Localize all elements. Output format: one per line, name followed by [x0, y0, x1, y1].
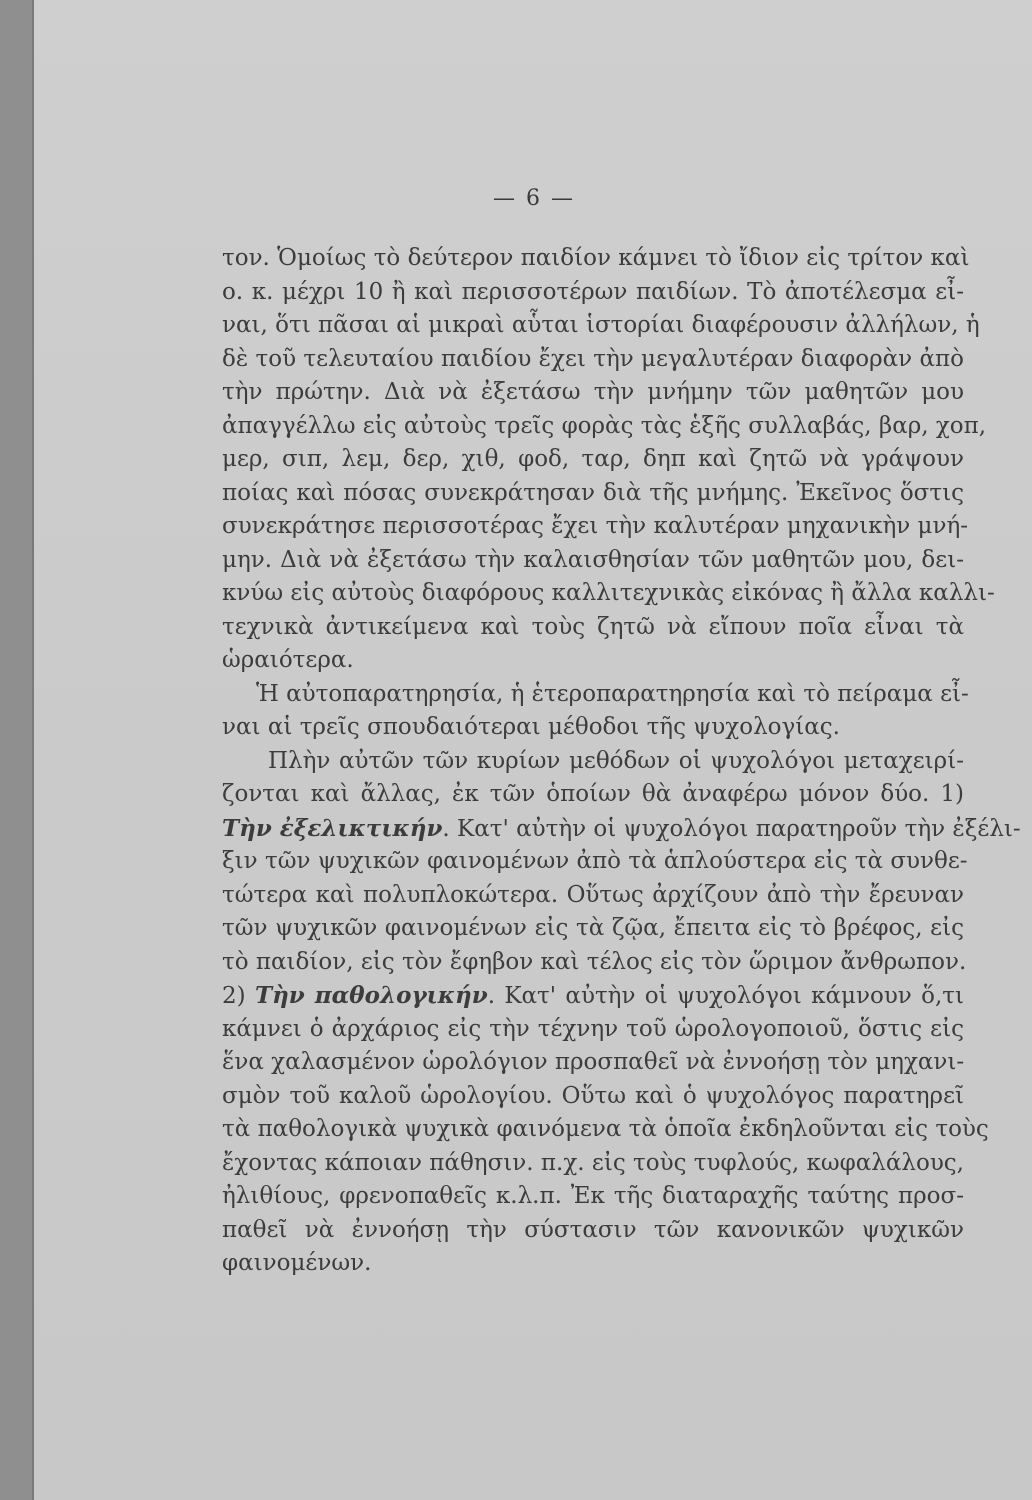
paragraph-first-line: Πλὴν αὐτῶν τῶν κυρίων μεθόδων οἱ ψυχολόγοι μεταχειρί- — [268, 747, 964, 774]
text-line: ποίας καὶ πόσας συνεκράτησαν διὰ τῆς μνήμης. Ἐκεῖνος ὅστις — [222, 479, 964, 506]
text-line-with-emphasis — [222, 778, 964, 812]
book-page — [32, 0, 1032, 1500]
text-segment: . Κατ' αὐτὴν οἱ ψυχολόγοι κάμνουν ὅ,τι — [487, 983, 965, 1009]
text-line: παθεῖ νὰ ἐννοήσῃ τὴν σύστασιν τῶν κανονικῶν ψυχικῶν — [222, 1216, 964, 1243]
text-line: κνύω εἰς αὐτοὺς διαφόρους καλλιτεχνικὰς εἰκόνας ἢ ἄλλα καλλι- — [222, 580, 995, 606]
text-line: τῶν ψυχικῶν φαινομένων εἰς τὰ ζῷα, ἔπειτα εἰς τὸ βρέφος, εἰς — [222, 915, 964, 941]
emphasis-term: Τὴν ἐξελικτικήν — [222, 814, 443, 842]
page-number: — 6 — — [493, 186, 575, 211]
body-text — [222, 242, 1021, 1281]
text-line: ὡραιότερα. — [222, 647, 354, 673]
text-line: ξιν τῶν ψυχικῶν φαινομένων ἀπὸ τὰ ἁπλούστερα εἰς τὰ συνθε- — [222, 848, 968, 874]
text-line: τὰ παθολογικὰ ψυχικὰ φαινόμενα τὰ ὁποῖα ἐκδηλοῦνται εἰς τοὺς — [222, 1116, 989, 1142]
text-line: τὴν πρώτην. Διὰ νὰ ἐξετάσω τὴν μνήμην τῶν μαθητῶν μου — [222, 379, 964, 405]
text-line: μην. Διὰ νὰ ἐξετάσω τὴν καλαισθησίαν τῶν μαθητῶν μου, δει- — [222, 546, 964, 573]
text-line: σμὸν τοῦ καλοῦ ὡρολογίου. Οὕτω καὶ ὁ ψυχολόγος παρατηρεῖ — [222, 1082, 964, 1109]
text-line: ἔχοντας κάποιαν πάθησιν. π.χ. εἰς τοὺς τυφλούς, κωφαλάλους, — [222, 1149, 964, 1176]
text-line: μερ, σιπ, λεμ, δερ, χιθ, φοδ, ταρ, δηπ καὶ ζητῶ νὰ γράψουν — [222, 446, 964, 472]
text-segment: ζονται καὶ ἄλλας, ἐκ τῶν ὁποίων θὰ ἀναφέρω μόνον δύο. 1) — [222, 781, 964, 807]
text-segment: . Κατ' αὐτὴν οἱ ψυχολόγοι παρατηροῦν τὴν ἐξέλι- — [442, 815, 1021, 842]
emphasis-term: Τὴν παθολογικήν — [254, 982, 488, 1009]
text-line: τεχνικὰ ἀντικείμενα καὶ τοὺς ζητῶ νὰ εἴπουν ποῖα εἶναι τὰ — [222, 613, 964, 640]
text-line: συνεκράτησε περισσοτέρας ἔχει τὴν καλυτέραν μηχανικὴν μνή- — [222, 513, 969, 539]
text-line: τώτερα καὶ πολυπλοκώτερα. Οὕτως ἀρχίζουν ἀπὸ τὴν ἔρευναν — [222, 881, 964, 908]
paragraph-first-line: Ἡ αὐτοπαρατηρησία, ἡ ἑτεροπαρατηρησία καὶ τὸ πείραμα εἶ- — [256, 680, 969, 707]
text-line: ναι, ὅτι πᾶσαι αἱ μικραὶ αὗται ἱστορίαι διαφέρουσιν ἀλλήλων, ἡ — [222, 312, 980, 338]
text-line: κάμνει ὁ ἀρχάριος εἰς τὴν τέχνην τοῦ ὡρολογοποιοῦ, ὅστις εἰς — [222, 1015, 964, 1042]
text-line: ἠλιθίους, φρενοπαθεῖς κ.λ.π. Ἐκ τῆς διαταραχῆς ταύτης προσ- — [222, 1183, 964, 1209]
text-line: ναι αἱ τρεῖς σπουδαιότεραι μέθοδοι τῆς ψυχολογίας. — [222, 714, 840, 740]
text-line: ἕνα χαλασμένον ὡρολόγιον προσπαθεῖ νὰ ἐννοήσῃ τὸν μηχανι- — [222, 1049, 965, 1075]
text-line: τον. Ὁμοίως τὸ δεύτερον παιδίον κάμνει τὸ ἴδιον εἰς τρίτον καὶ — [222, 245, 970, 271]
text-line: τὸ παιδίον, εἰς τὸν ἔφηβον καὶ τέλος εἰς τὸν ὥριμον ἄνθρωπον. — [222, 948, 967, 975]
text-line: ἀπαγγέλλω εἰς αὐτοὺς τρεῖς φορὰς τὰς ἑξῆς συλλαβάς, βαρ, χοπ, — [222, 412, 987, 439]
text-line: ο. κ. μέχρι 10 ἢ καὶ περισσοτέρων παιδίων. Τὸ ἀποτέλεσμα εἶ- — [222, 278, 964, 305]
text-line: δὲ τοῦ τελευταίου παιδίου ἔχει τὴν μεγαλυτέραν διαφορὰν ἀπὸ — [222, 345, 964, 372]
text-line: φαινομένων. — [222, 1250, 372, 1276]
text-line-with-emphasis — [222, 812, 1021, 846]
text-segment: 2) — [222, 983, 246, 1009]
text-line-with-emphasis — [222, 979, 964, 1013]
